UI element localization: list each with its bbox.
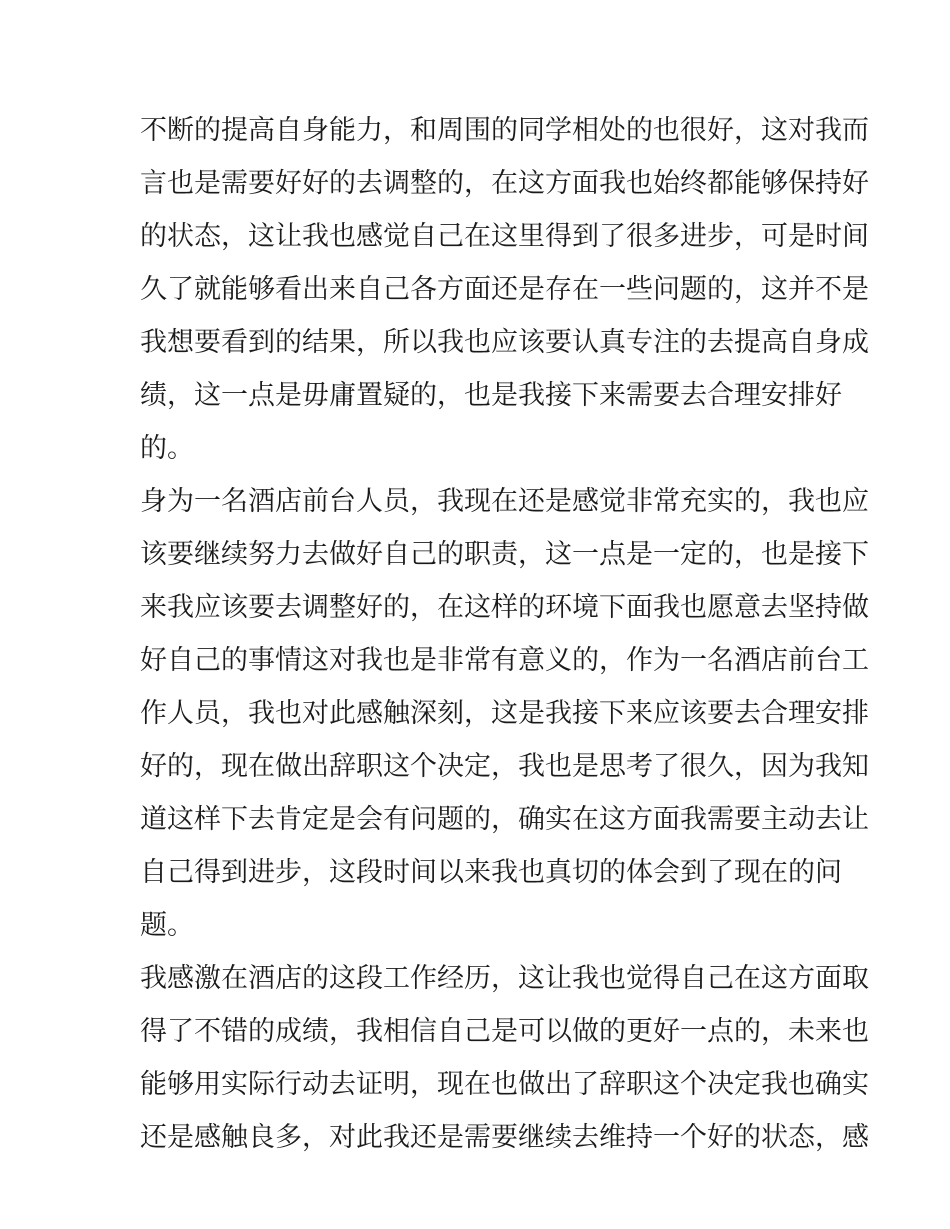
body-text [140, 104, 869, 1164]
text-line: 的状态，这让我也感觉自己在这里得到了很多进步，可是时间 [140, 221, 869, 252]
text-line: 作人员，我也对此感触深刻，这是我接下来应该要去合理安排 [140, 698, 869, 729]
text-line: 好自己的事情这对我也是非常有意义的，作为一名酒店前台工 [140, 645, 869, 676]
text-line: 身为一名酒店前台人员，我现在还是感觉非常充实的，我也应 [140, 486, 869, 517]
text-line: 道这样下去肯定是会有问题的，确实在这方面我需要主动去让 [140, 804, 869, 835]
text-line: 该要继续努力去做好自己的职责，这一点是一定的，也是接下 [140, 539, 869, 570]
text-line: 能够用实际行动去证明，现在也做出了辞职这个决定我也确实 [140, 1069, 869, 1100]
text-line: 我感激在酒店的这段工作经历，这让我也觉得自己在这方面取 [140, 963, 869, 994]
text-line: 还是感触良多，对此我还是需要继续去维持一个好的状态，感 [140, 1122, 869, 1153]
text-line: 不断的提高自身能力，和周围的同学相处的也很好，这对我而 [140, 115, 869, 146]
text-line: 来我应该要去调整好的，在这样的环境下面我也愿意去坚持做 [140, 592, 869, 623]
text-line: 绩，这一点是毋庸置疑的，也是我接下来需要去合理安排好 [140, 380, 842, 411]
text-line: 自己得到进步，这段时间以来我也真切的体会到了现在的问 [140, 857, 842, 888]
text-line: 题。 [140, 910, 194, 941]
text-line: 好的，现在做出辞职这个决定，我也是思考了很久，因为我知 [140, 751, 869, 782]
text-line: 言也是需要好好的去调整的，在这方面我也始终都能够保持好 [140, 168, 869, 199]
text-line: 我想要看到的结果，所以我也应该要认真专注的去提高自身成 [140, 327, 869, 358]
text-line: 久了就能够看出来自己各方面还是存在一些问题的，这并不是 [140, 274, 869, 305]
text-line: 的。 [140, 433, 194, 464]
text-line: 得了不错的成绩，我相信自己是可以做的更好一点的，未来也 [140, 1016, 869, 1047]
